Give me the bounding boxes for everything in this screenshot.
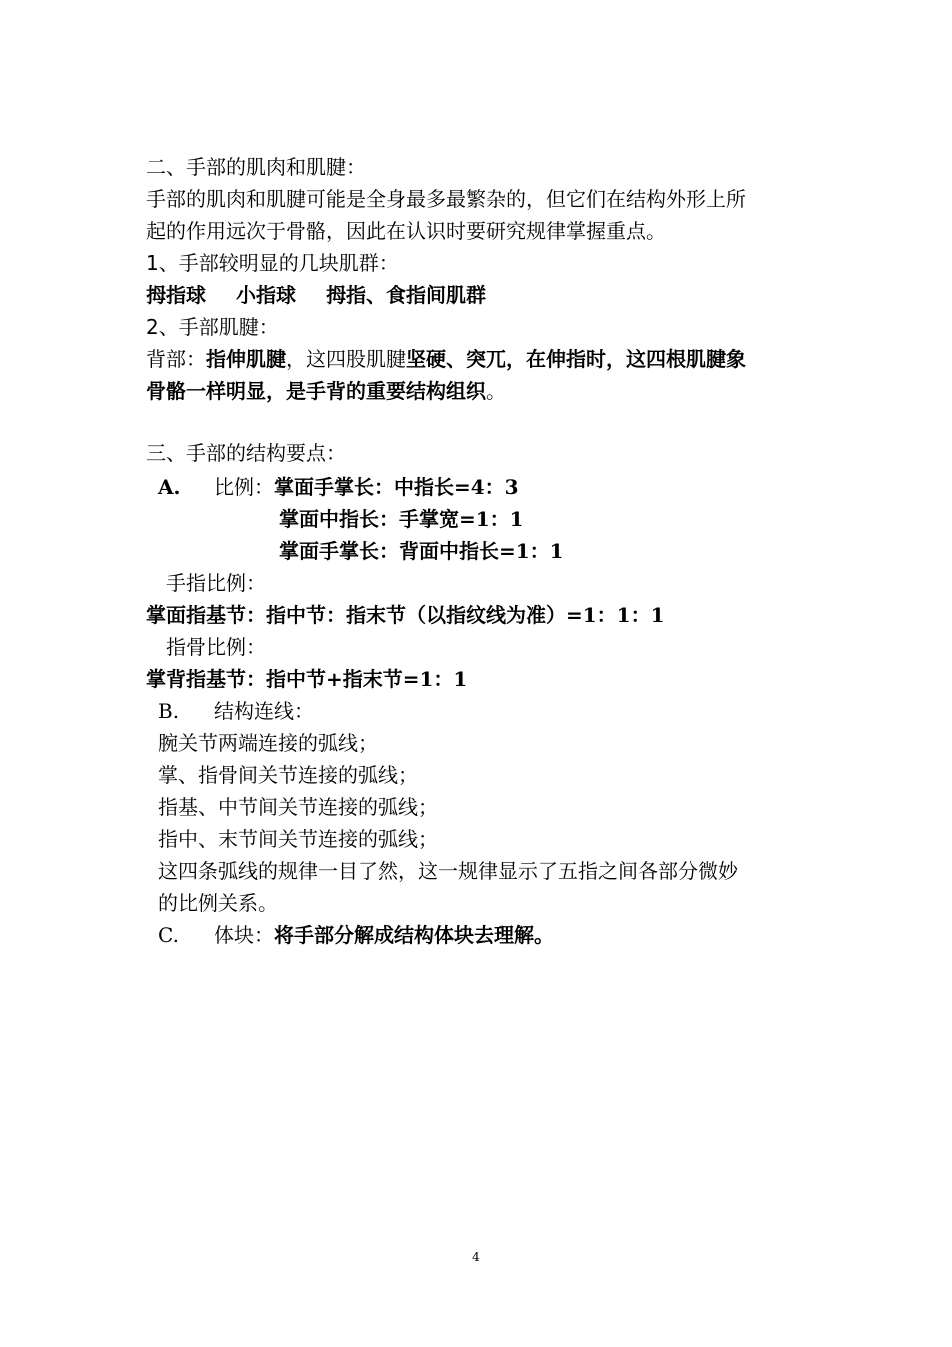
bone-ratio: 掌背指基节：指中节+指末节=1：1 — [146, 667, 468, 691]
arc-line-item: 指中、末节间关节连接的弧线； — [158, 827, 438, 851]
finger-ratio-label: 手指比例： — [166, 571, 266, 595]
volume-row — [158, 922, 554, 948]
arc-line-item: 掌、指骨间关节连接的弧线； — [158, 763, 418, 787]
arc-summary-line2: 的比例关系。 — [158, 891, 278, 915]
section2-intro-line2: 起的作用远次于骨骼，因此在认识时要研究规律掌握重点。 — [146, 219, 666, 243]
tendon-end: 。 — [486, 379, 506, 403]
item-c-text: 体块： — [214, 923, 274, 947]
proportion-row — [158, 474, 519, 500]
tendon-middle: ，这四股肌腱 — [286, 347, 406, 371]
arc-line-item: 腕关节两端连接的弧线； — [158, 731, 378, 755]
bone-ratio-label: 指骨比例： — [166, 635, 266, 659]
tendon-bold-text: 骨骼一样明显，是手背的重要结构组织 — [146, 379, 486, 403]
tendon-prefix: 背部： — [146, 347, 206, 371]
tendon-paragraph-line1 — [146, 346, 746, 372]
item-a-label: A. — [158, 475, 181, 499]
item-b-label: B. — [158, 699, 180, 723]
muscle-list — [146, 282, 486, 308]
page-number: 4 — [472, 1250, 480, 1264]
tendon-name: 指伸肌腱 — [206, 347, 286, 371]
section2-intro-line1: 手部的肌肉和肌腱可能是全身最多最繁杂的，但它们在结构外形上所 — [146, 187, 746, 211]
muscle-item: 小指球 — [236, 283, 296, 307]
muscle-item: 拇指球 — [146, 283, 206, 307]
arc-line-item: 指基、中节间关节连接的弧线； — [158, 795, 438, 819]
item-c-label: C. — [158, 923, 179, 947]
item-a-text: 比例： — [214, 475, 274, 499]
ratio-palm-back: 掌面手掌长：背面中指长=1：1 — [279, 539, 564, 563]
ratio-middle-width: 掌面中指长：手掌宽=1：1 — [279, 507, 524, 531]
item-c-bold: 将手部分解成结构体块去理解。 — [274, 923, 554, 947]
subsection1-title: 1、手部较明显的几块肌群： — [146, 251, 399, 275]
finger-ratio: 掌面指基节：指中节：指末节（以指纹线为准）=1：1：1 — [146, 603, 665, 627]
arc-summary-line1: 这四条弧线的规律一目了然，这一规律显示了五指之间各部分微妙 — [158, 859, 738, 883]
tendon-bold-text: 坚硬、突兀，在伸指时，这四根肌腱象 — [406, 347, 746, 371]
tendon-paragraph-line2 — [146, 378, 506, 404]
item-b-text: 结构连线： — [214, 699, 314, 723]
subsection2-title: 2、手部肌腱： — [146, 315, 279, 339]
section2-title: 二、手部的肌肉和肌腱： — [146, 155, 366, 179]
section3-title: 三、手部的结构要点： — [146, 441, 346, 465]
ratio-palm-middle: 掌面手掌长：中指长=4：3 — [274, 475, 519, 499]
structure-lines-heading — [158, 698, 314, 724]
muscle-item: 拇指、食指间肌群 — [326, 283, 486, 307]
